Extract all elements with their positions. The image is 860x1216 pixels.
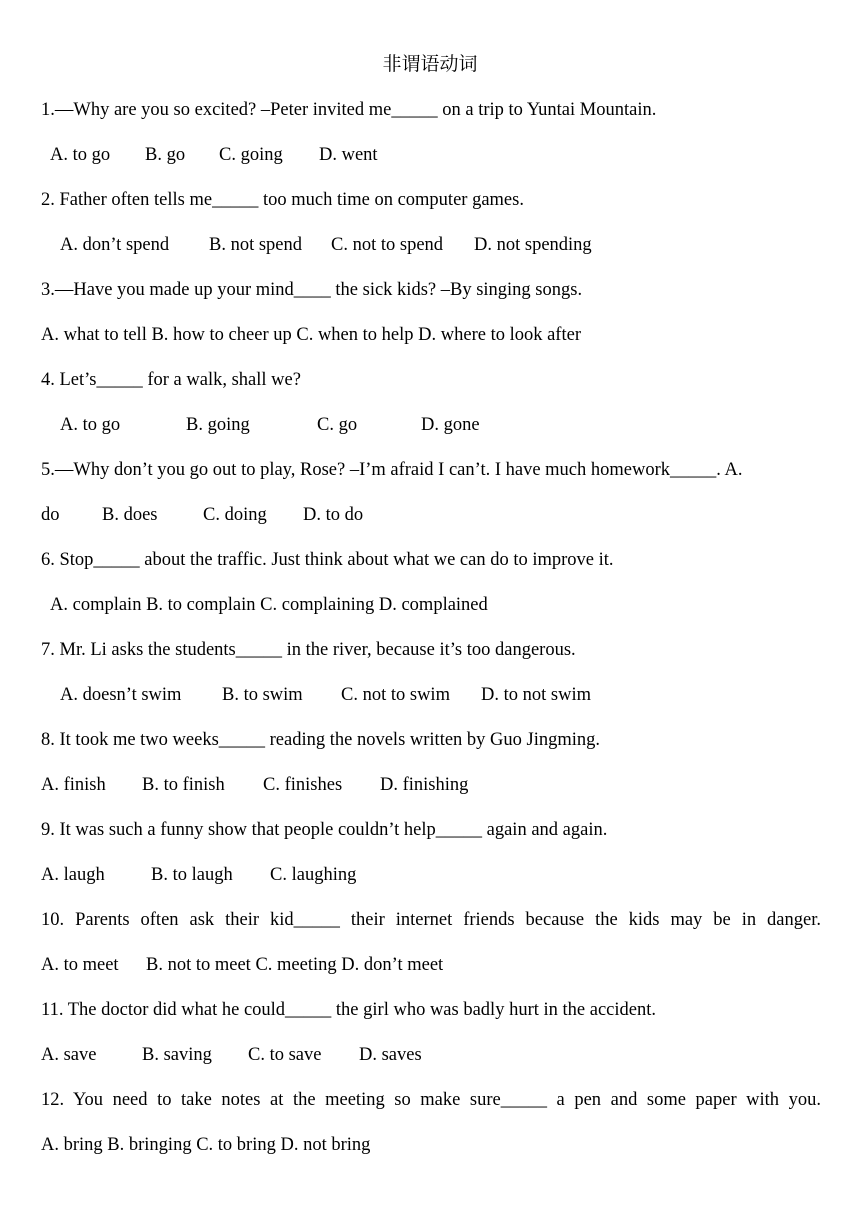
option-b: B. to finish [142,775,225,795]
option-c: C. to bring [196,1135,276,1155]
option-a: A. bring [41,1135,103,1155]
option-c: C. go [317,415,358,435]
option-d: D. complained [378,595,488,615]
option-a: A. to meet [41,955,119,975]
option-d: D. where to look after [418,325,581,345]
option-b: B. not spend [209,235,303,255]
option-b: B. not to meet [146,955,251,975]
question-1-options [50,142,830,168]
option-c: C. going [219,145,283,165]
question-5-options [41,502,821,528]
option-a: A. doesn’t swim [60,685,182,705]
option-a: A. what to tell [41,325,147,345]
question-10-stem: 10. Parents often ask their kid_____ their internet friends because the kids may be in danger. [41,910,821,930]
option-a: A. complain [50,595,142,615]
option-c: C. not to swim [341,685,450,705]
option-b: B. bringing [107,1135,192,1155]
option-a: A. finish [41,775,106,795]
option-b: B. going [186,415,250,435]
question-8-stem: 8. It took me two weeks_____ reading the novels written by Guo Jingming. [41,730,601,750]
option-d: D. gone [421,415,480,435]
option-a-continued: do [41,505,60,525]
question-10-options [41,952,821,978]
option-c: C. laughing [270,865,357,885]
option-d: D. not bring [280,1135,371,1155]
question-6-stem: 6. Stop_____ about the traffic. Just think about what we can do to improve it. [41,550,614,570]
option-b: B. go [145,145,186,165]
option-c: C. complaining [260,595,375,615]
option-c: C. meeting [255,955,337,975]
option-a: A. save [41,1045,97,1065]
option-d: D. went [319,145,378,165]
question-7-stem: 7. Mr. Li asks the students_____ in the river, because it’s too dangerous. [41,640,576,660]
question-1-stem: 1.—Why are you so excited? –Peter invited me_____ on a trip to Yuntai Mountain. [41,100,657,120]
option-d: D. finishing [380,775,469,795]
option-c: C. doing [203,505,267,525]
question-12-stem: 12. You need to take notes at the meeting so make sure_____ a pen and some paper with you. [41,1090,821,1110]
question-6-options [50,592,830,618]
option-d: D. to not swim [481,685,591,705]
option-b: B. how to cheer up [151,325,292,345]
option-c: C. finishes [263,775,343,795]
question-2-stem: 2. Father often tells me_____ too much time on computer games. [41,190,524,210]
page-title: 非谓语动词 [382,53,478,75]
option-d: D. not spending [474,235,592,255]
question-12-options [41,1132,821,1158]
question-2-options [60,232,840,258]
question-3-stem: 3.—Have you made up your mind____ the sick kids? –By singing songs. [41,280,583,300]
question-3-options [41,322,821,348]
option-b: B. saving [142,1045,212,1065]
option-d: D. don’t meet [341,955,444,975]
question-4-options [60,412,840,438]
question-11-options [41,1042,821,1068]
option-c: C. when to help [296,325,414,345]
option-b: B. does [102,505,158,525]
option-b: B. to swim [222,685,303,705]
option-d: D. saves [359,1045,422,1065]
question-11-stem: 11. The doctor did what he could_____ the girl who was badly hurt in the accident. [41,1000,656,1020]
option-c: C. to save [248,1045,322,1065]
question-8-options [41,772,821,798]
question-9-stem: 9. It was such a funny show that people couldn’t help_____ again and again. [41,820,608,840]
option-b: B. to complain [146,595,256,615]
option-a: A. to go [60,415,121,435]
option-b: B. to laugh [151,865,233,885]
question-7-options [60,682,840,708]
option-a: A. to go [50,145,111,165]
option-d: D. to do [303,505,364,525]
option-c: C. not to spend [331,235,444,255]
question-4-stem: 4. Let’s_____ for a walk, shall we? [41,370,301,390]
question-5-stem: 5.—Why don’t you go out to play, Rose? –I’m afraid I can’t. I have much homework_____. A. [41,460,743,480]
question-9-options [41,862,821,888]
option-a: A. laugh [41,865,105,885]
option-a: A. don’t spend [60,235,170,255]
